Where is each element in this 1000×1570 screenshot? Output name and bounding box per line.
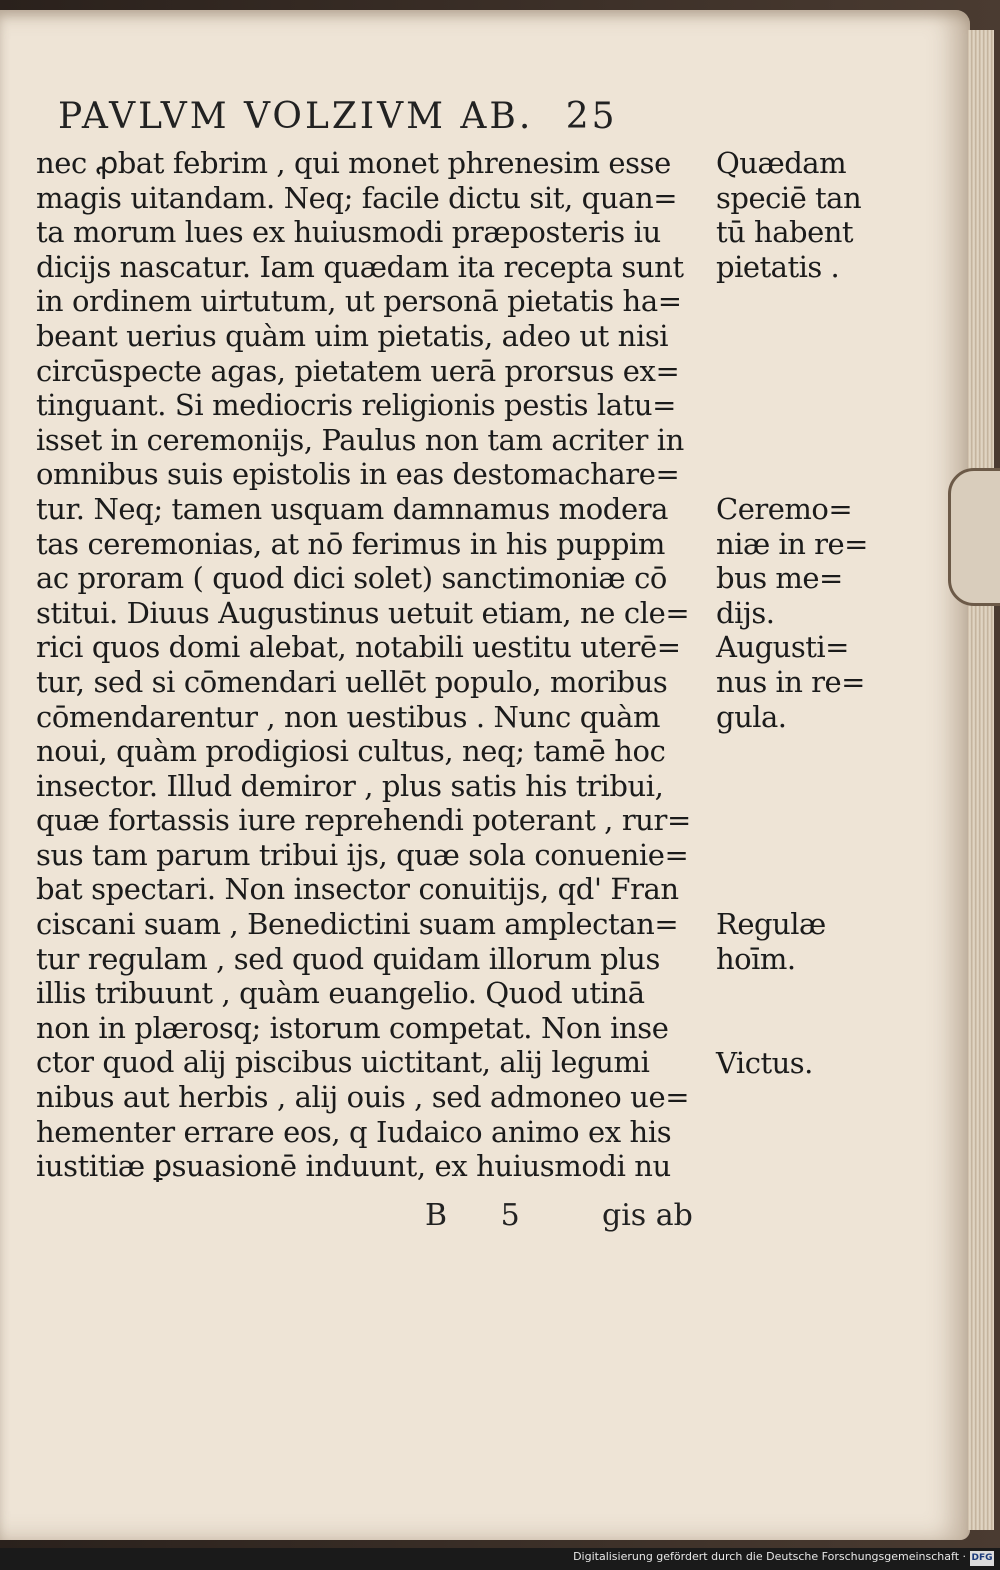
- text-line: in ordinem uirtutum, ut personā pietatis ha=: [36, 284, 682, 319]
- margin-note-line: Ceremo=: [716, 492, 853, 526]
- body-text: [36, 146, 706, 1184]
- text-line: quæ fortassis iure reprehendi poterant , rur=: [36, 803, 691, 838]
- text-line: cōmendarentur , non uestibus . Nunc quàm: [36, 699, 661, 734]
- margin-note-line: tū habent: [716, 215, 854, 250]
- book-clasp: [948, 468, 1000, 606]
- text-line: illis tribuunt , quàm euangelio. Quod utinā: [36, 976, 645, 1011]
- text-line: tur, sed si cōmendari uellēt populo, moribus: [36, 664, 668, 699]
- text-line: tur regulam , sed quod quidam illorum plus: [36, 941, 660, 976]
- text-line: circūspecte agas, pietatem uerā prorsus ex=: [36, 353, 680, 388]
- text-line: nibus aut herbis , alij ouis , sed admoneo ue=: [36, 1080, 690, 1115]
- page-number: 25: [565, 96, 618, 137]
- margin-note-line: pietatis .: [716, 249, 840, 284]
- digitization-credit: Digitalisierung gefördert durch die Deutsche Forschungsgemeinschaft ·: [573, 1550, 966, 1563]
- dfg-logo: DFG: [970, 1551, 994, 1566]
- margin-note-line: speciē tan: [716, 180, 862, 215]
- margin-note-line: hoīm.: [716, 941, 796, 976]
- text-line: insector. Illud demiror , plus satis his tribui,: [36, 768, 664, 803]
- text-line: magis uitandam. Neq; facile dictu sit, quan=: [36, 180, 678, 215]
- text-line: iustitiæ ꝑsuasionē induunt, ex huiusmodi nu: [36, 1149, 671, 1184]
- signature-mark: B 5: [425, 1198, 542, 1233]
- text-line: omnibus suis epistolis in eas destomachare=: [36, 457, 680, 492]
- text-line: ciscani suam , Benedictini suam amplectan=: [36, 907, 679, 942]
- text-line: tur. Neq; tamen usquam damnamus modera: [36, 491, 669, 526]
- catchword: gis ab: [602, 1198, 693, 1233]
- margin-note-line: niæ in re=: [716, 526, 868, 561]
- text-line: stitui. Diuus Augustinus uetuit etiam, ne cle=: [36, 595, 690, 630]
- page-edges: [968, 30, 994, 1530]
- running-title: PAVLVM VOLZIVM AB.: [58, 96, 534, 137]
- text-line: bat spectari. Non insector conuitijs, qd' Fran: [36, 872, 679, 907]
- text-line: tas ceremonias, at nō ferimus in his puppim: [36, 526, 665, 561]
- running-header: [58, 96, 718, 146]
- margin-note-line: dijs.: [716, 595, 775, 630]
- margin-note-line: Augusti=: [716, 630, 849, 665]
- margin-note-line: nus in re=: [716, 665, 865, 699]
- text-line: rici quos domi alebat, notabili uestitu uterē=: [36, 630, 681, 665]
- margin-note-line: bus me=: [716, 561, 843, 596]
- text-line: noui, quàm prodigiosi cultus, neq; tamē hoc: [36, 734, 666, 769]
- text-line: tinguant. Si mediocris religionis pestis latu=: [36, 388, 677, 423]
- text-line: sus tam parum tribui ijs, quæ sola conuenie=: [36, 837, 689, 872]
- text-line: dicijs nascatur. Iam quædam ita recepta sunt: [36, 249, 684, 284]
- margin-note-line: Victus.: [716, 1045, 813, 1080]
- margin-note-line: Regulæ: [716, 907, 826, 942]
- text-line: nec ꝓbat febrim , qui monet phrenesim esse: [36, 146, 671, 180]
- text-line: beant uerius quàm uim pietatis, adeo ut nisi: [36, 318, 669, 353]
- text-line: non in plærosq; istorum competat. Non inse: [36, 1010, 669, 1045]
- margin-note-line: gula.: [716, 699, 787, 734]
- text-line: ctor quod alij piscibus uictitant, alij legumi: [36, 1045, 650, 1080]
- text-line: ac proram ( quod dici solet) sanctimoniæ cō: [36, 561, 667, 596]
- text-line: hementer errare eos, q Iudaico animo ex his: [36, 1114, 672, 1149]
- margin-note-line: Quædam: [716, 146, 847, 180]
- text-line: isset in ceremonijs, Paulus non tam acriter in: [36, 422, 684, 457]
- text-line: ta morum lues ex huiusmodi præposteris iu: [36, 215, 661, 250]
